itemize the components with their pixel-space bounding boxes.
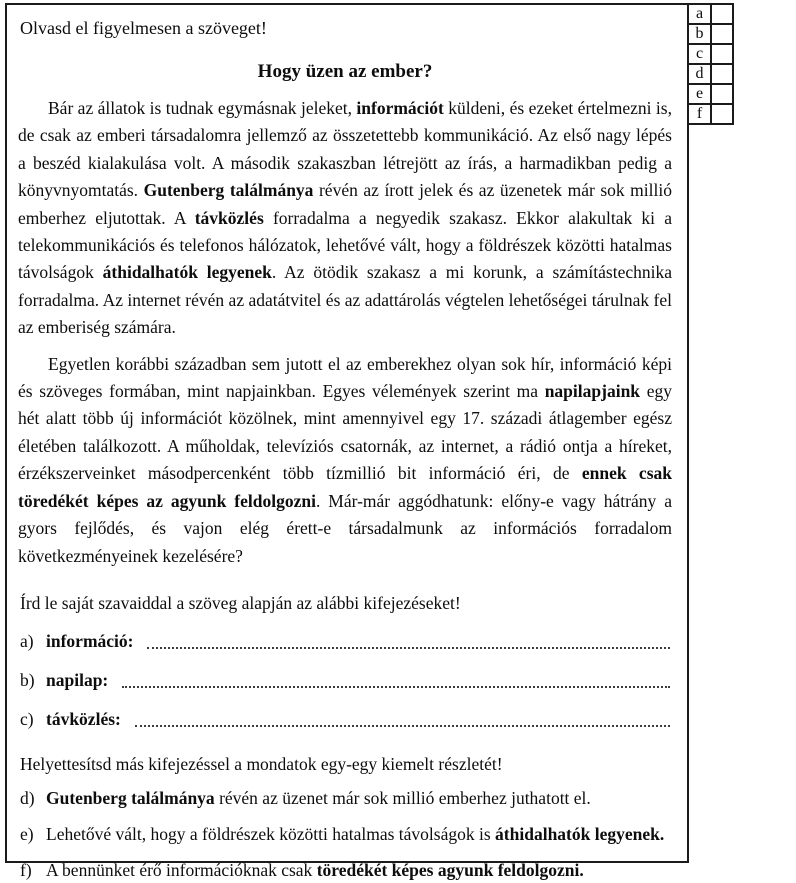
grade-score-cell-b[interactable] (711, 24, 733, 44)
item-letter: e) (20, 823, 34, 844)
answer-blank-a[interactable] (147, 647, 670, 649)
item-term: napilap: (46, 669, 109, 690)
grade-row-letter: b (688, 24, 711, 44)
read-instruction: Olvasd el figyelmesen a szöveget! (20, 18, 267, 38)
grade-score-cell-d[interactable] (711, 64, 733, 84)
sentence-text: A bennünket érő információknak csak töredékét képes agyunk feldolgozni. (46, 859, 584, 880)
grading-table (687, 3, 734, 125)
fill-item-a (20, 629, 672, 653)
grade-row-letter: d (688, 64, 711, 84)
item-term: információ: (46, 630, 134, 651)
grade-row-letter: e (688, 84, 711, 104)
task2-instruction: Helyettesítsd más kifejezéssel a mondatok egy-egy kiemelt részletét! (20, 753, 503, 774)
grade-score-cell-e[interactable] (711, 84, 733, 104)
item-letter: d) (20, 787, 35, 808)
grade-row-c (688, 44, 733, 64)
item-letter: b) (20, 669, 35, 690)
grade-row-d (688, 64, 733, 84)
sentence-text: Lehetővé vált, hogy a földrészek közötti hatalmas távolságok is áthidalhatók legyenek. (46, 823, 665, 844)
fill-item-b (20, 668, 672, 692)
text-paragraph-2: Egyetlen korábbi században sem jutott el az emberekhez olyan sok hír, információ képi és szöveges formában, mint napjainkban. Egyes vélemények szerint ma napilapjaink egy hét alatt több új információt közölnek, mint amennyivel egy 17. századi átlagember egész életében találkozott. A műholdak, televíziós csatornák, az internet, a rádió ontja a híreket, érzékszerveinket másodpercenként több tízmillió bit információ éri, de ennek csak töredékét képes az agyunk feldolgozni. Már-már aggódhatunk: előny-e vagy hátrány a gyors fejlődés, és vajon elég érett-e társadalmunk az információs forradalom következményeinek kezelésére? (18, 353, 672, 566)
answer-blank-c[interactable] (135, 725, 670, 727)
page-title: Hogy üzen az ember? (257, 61, 433, 82)
grade-row-letter: a (688, 4, 711, 24)
grade-row-b (688, 24, 733, 44)
grade-score-cell-f[interactable] (711, 104, 733, 124)
document-frame (5, 3, 689, 880)
sentence-item-d (20, 785, 672, 811)
task1-instruction: Írd le saját szavaiddal a szöveg alapján az alábbi kifejezéseket! (20, 592, 461, 613)
item-letter: a) (20, 630, 34, 651)
grade-score-cell-c[interactable] (711, 44, 733, 64)
item-letter: f) (20, 859, 32, 880)
grade-row-letter: c (688, 44, 711, 64)
grade-row-a (688, 4, 733, 24)
grade-row-e (688, 84, 733, 104)
answer-blank-b[interactable] (122, 686, 670, 688)
grade-row-letter: f (688, 104, 711, 124)
fill-item-c (20, 707, 672, 731)
sentence-item-e (20, 821, 672, 847)
sentence-item-f (20, 857, 672, 883)
item-letter: c) (20, 708, 34, 729)
text-paragraph-1: Bár az állatok is tudnak egymásnak jeleket, információt küldeni, és ezeket értelmezni is, de csak az emberi társadalomra jellemző az összetettebb kommunikáció. Az első nagy lépés a beszéd kialakulása volt. A második szakaszban létrejött az írás, a harmadikban pedig a könyvnyomtatás. Gutenberg találmánya révén az írott jelek és az üzenetek már sok millió emberhez eljutottak. A távközlés forradalma a negyedik szakasz. Ekkor alakultak ki a telekommunikációs és telefonos hálózatok, lehetővé vált, hogy a földrészek közötti hatalmas távolságok áthidalhatók legyenek. Az ötödik szakasz a mi korunk, a számítástechnika forradalma. Az internet révén az adatátvitel és az adattárolás végtelen lehetőségei tárulnak fel az emberiség számára. (18, 98, 672, 338)
item-term: távközlés: (46, 708, 121, 729)
sentence-text: Gutenberg találmánya révén az üzenet már sok millió emberhez juthatott el. (46, 787, 591, 808)
grade-row-f (688, 104, 733, 124)
grade-score-cell-a[interactable] (711, 4, 733, 24)
